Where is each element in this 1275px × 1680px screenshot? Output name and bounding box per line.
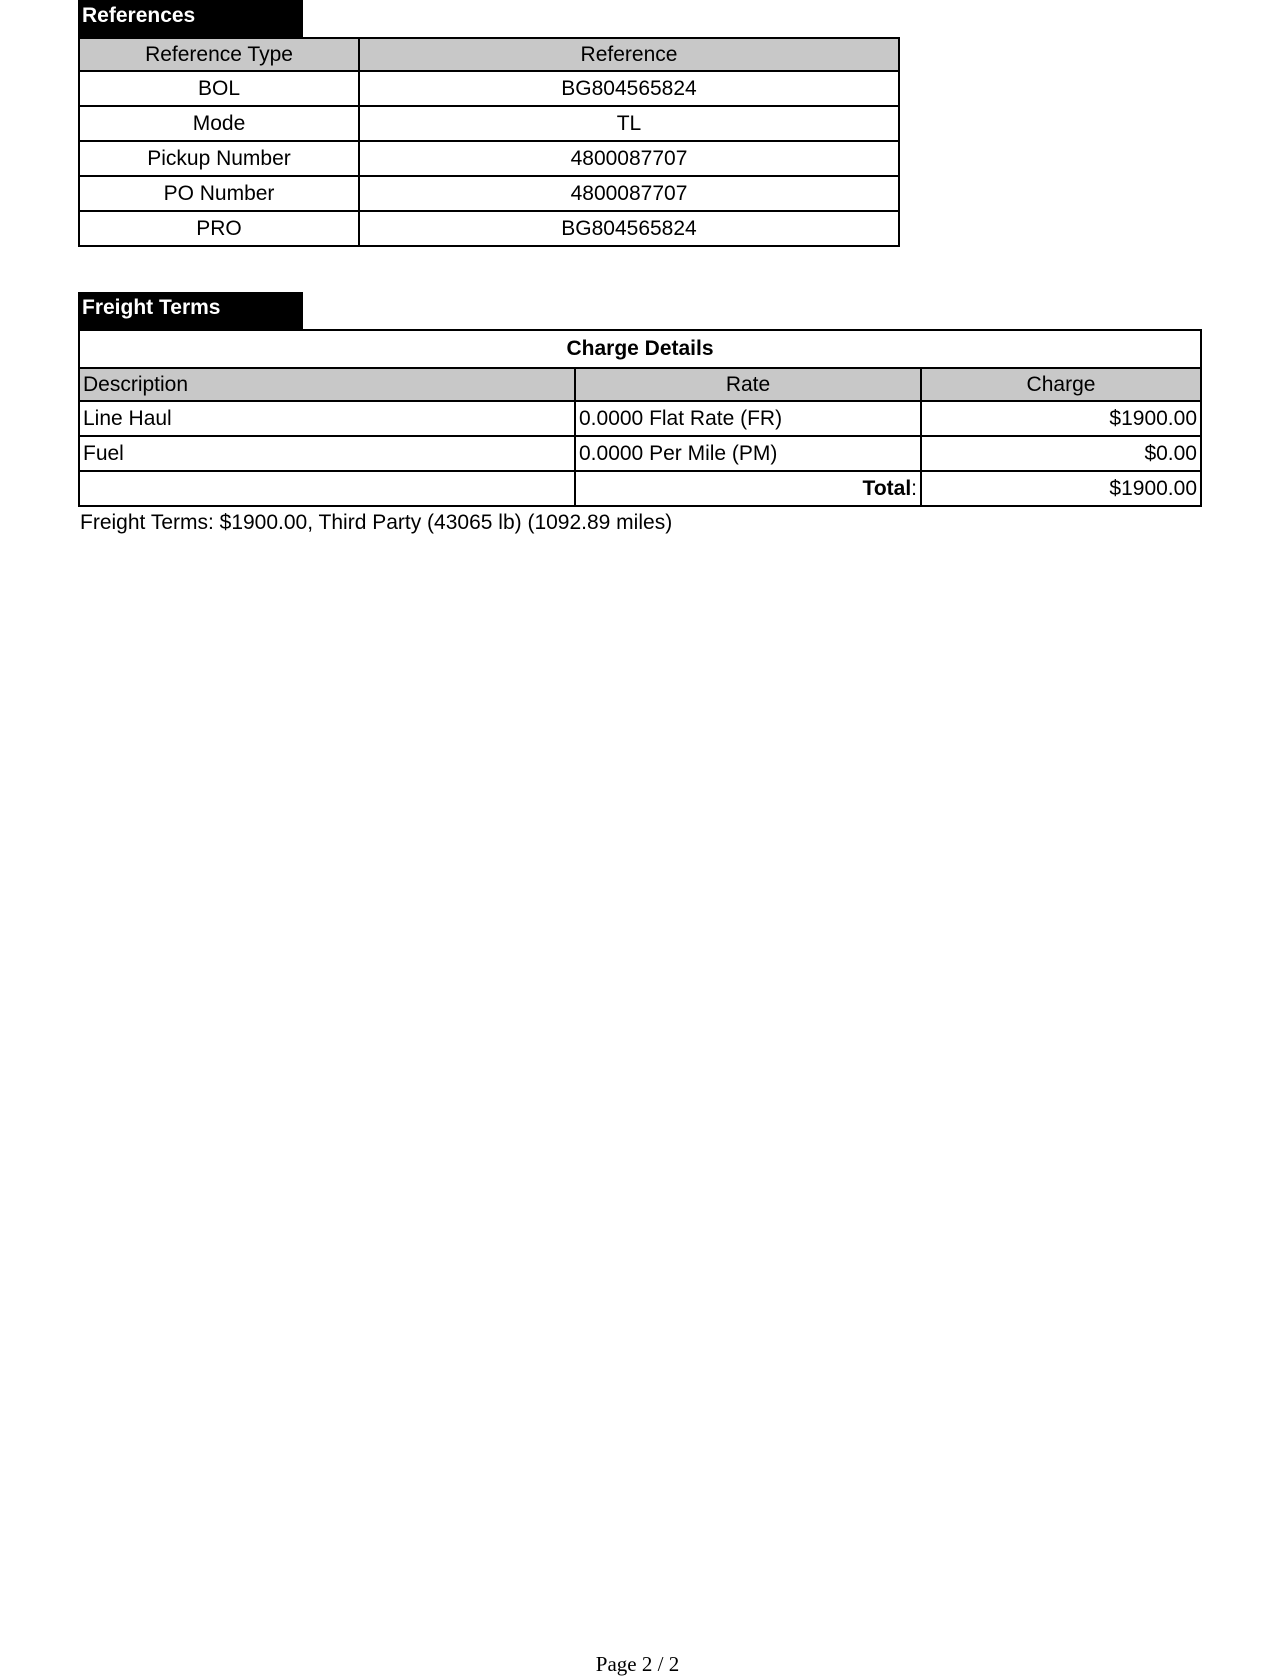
references-section-title: References — [78, 0, 303, 37]
description-cell: Line Haul — [79, 401, 575, 436]
charge-header: Charge — [921, 368, 1201, 401]
table-row — [79, 436, 1201, 471]
reference-type-cell: PRO — [79, 211, 359, 246]
table-row — [79, 106, 899, 141]
charge-header-row — [79, 368, 1201, 401]
table-row — [79, 176, 899, 211]
rate-cell: 0.0000 Flat Rate (FR) — [575, 401, 921, 436]
freight-terms-summary: Freight Terms: $1900.00, Third Party (43065 lb) (1092.89 miles) — [80, 511, 673, 534]
reference-type-cell: BOL — [79, 71, 359, 106]
reference-value-cell: BG804565824 — [359, 71, 899, 106]
reference-type-cell: PO Number — [79, 176, 359, 211]
total-label-cell — [575, 471, 921, 506]
reference-value-cell: 4800087707 — [359, 141, 899, 176]
total-row — [79, 471, 1201, 506]
charge-cell: $0.00 — [921, 436, 1201, 471]
description-header: Description — [79, 368, 575, 401]
table-row — [79, 211, 899, 246]
reference-value-cell: TL — [359, 106, 899, 141]
reference-header: Reference — [359, 38, 899, 71]
table-row — [79, 401, 1201, 436]
reference-type-header: Reference Type — [79, 38, 359, 71]
reference-value-cell: BG804565824 — [359, 211, 899, 246]
reference-type-cell: Mode — [79, 106, 359, 141]
charge-details-table — [78, 329, 1202, 507]
reference-value-cell: 4800087707 — [359, 176, 899, 211]
total-colon: : — [911, 476, 917, 500]
references-table — [78, 37, 900, 247]
rate-header: Rate — [575, 368, 921, 401]
charge-details-title: Charge Details — [79, 330, 1201, 368]
empty-cell — [79, 471, 575, 506]
page-number: Page 2 / 2 — [595, 1652, 680, 1676]
table-row — [79, 141, 899, 176]
total-label: Total — [862, 476, 912, 500]
total-value-cell: $1900.00 — [921, 471, 1201, 506]
rate-cell: 0.0000 Per Mile (PM) — [575, 436, 921, 471]
description-cell: Fuel — [79, 436, 575, 471]
table-row — [79, 71, 899, 106]
freight-terms-section-title: Freight Terms — [78, 292, 303, 329]
reference-type-cell: Pickup Number — [79, 141, 359, 176]
charge-cell: $1900.00 — [921, 401, 1201, 436]
charge-details-title-row — [79, 330, 1201, 368]
references-header-row — [79, 38, 899, 71]
